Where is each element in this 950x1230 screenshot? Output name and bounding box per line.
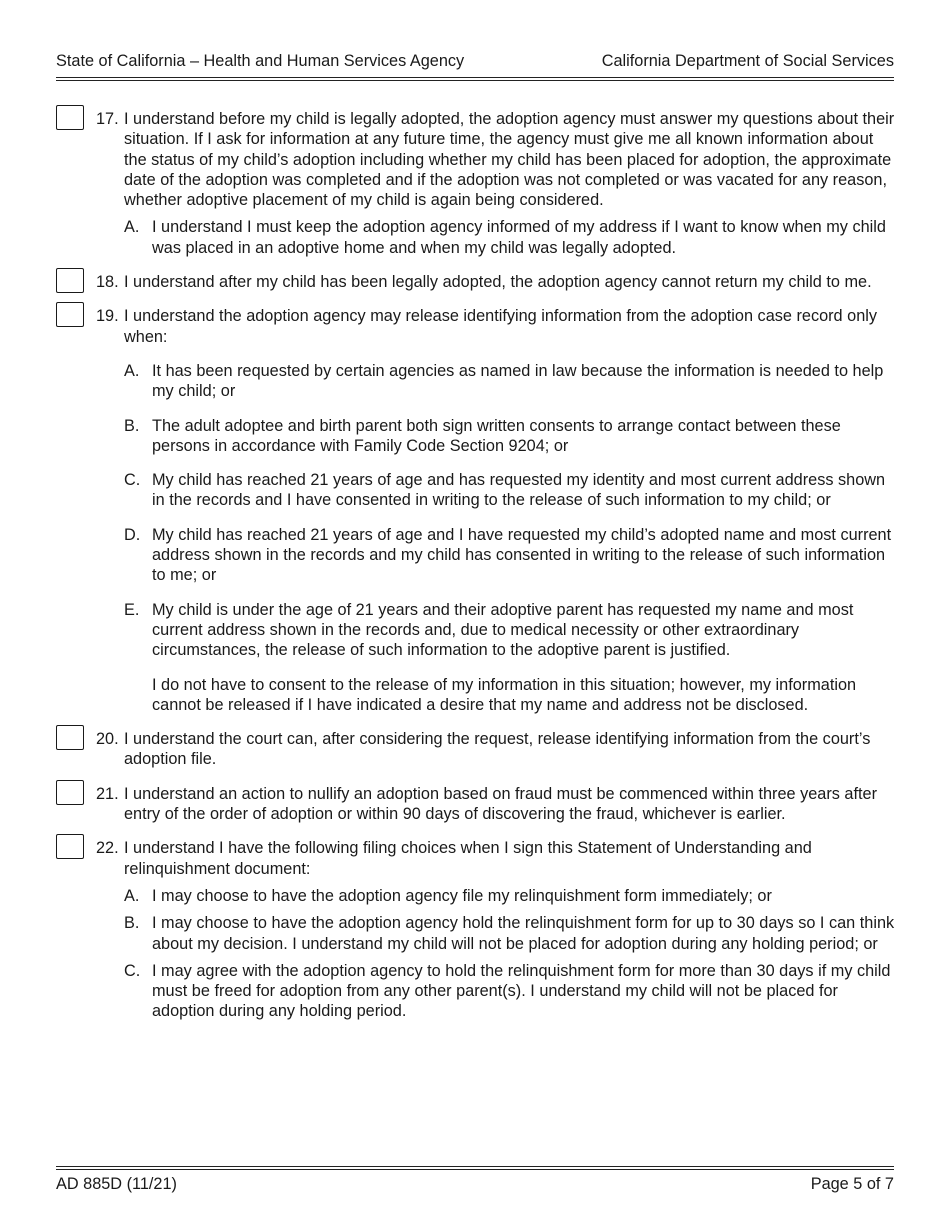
item-19-sub-c [56, 470, 896, 511]
item-22-sub-c [56, 961, 896, 1022]
item-18 [56, 272, 896, 292]
item-19-number: 19. [96, 307, 119, 326]
item-19-b-letter: B. [124, 416, 140, 435]
item-17-number: 17. [96, 110, 119, 128]
item-18-number: 18. [96, 273, 119, 292]
item-19-d-text: My child has reached 21 years of age and I have requested my child’s adopted name and most current address shown in the records and my child has consented in writing to the release of such information to me; or [152, 525, 892, 585]
item-21-text: I understand an action to nullify an adoption based on fraud must be commenced within three years after entry of the order of adoption or within 90 days of discovering the fraud, whichever is earlier. [124, 784, 878, 824]
footer-rule-top [56, 1166, 894, 1167]
item-19-c-text: My child has reached 21 years of age and has requested my identity and most current address shown in the records and I have consented in writing to the release of such information to my child; or [152, 471, 886, 510]
item-19-e-note: I do not have to consent to the release of my information in this situation; however, my information cannot be released if I have indicated a desire that my name and address not be disclosed. [152, 675, 857, 714]
item-17-a-text: I understand I must keep the adoption agency informed of my address if I want to know when my child was placed in an adoptive home and when my child was legally adopted. [152, 218, 886, 257]
item-19-a-letter: A. [124, 361, 140, 380]
item-19-sub-d [56, 525, 896, 586]
item-22-sub-a [56, 886, 896, 906]
item-17 [56, 109, 896, 258]
item-17-sub-a [56, 217, 896, 258]
header-department: California Department of Social Services [601, 52, 894, 70]
item-22-c-text: I may agree with the adoption agency to hold the relinquishment form for more than 30 days if my child must be freed for adoption from any other parent(s). I understand my child will not be placed for adoption during any holding period. [152, 961, 891, 1021]
item-22-number: 22. [96, 839, 119, 858]
footer-rule-bottom [56, 1169, 894, 1170]
item-19-sub-a [56, 361, 896, 402]
item-22-text: I understand I have the following filing choices when I sign this Statement of Understanding and relinquishment document: [124, 839, 812, 878]
item-22-a-text: I may choose to have the adoption agency file my relinquishment form immediately; or [152, 886, 772, 905]
item-18-text: I understand after my child has been legally adopted, the adoption agency cannot return my child to me. [124, 273, 872, 292]
statement-items [56, 109, 896, 1022]
item-19-a-text: It has been requested by certain agencies as named in law because the information is needed to help my child; or [152, 361, 884, 401]
item-20-number: 20. [96, 730, 119, 749]
item-19-b-text: The adult adoptee and birth parent both sign written consents to arrange contact between these persons in accordance with Family Code Section 9204; or [152, 416, 841, 455]
item-22-a-letter: A. [124, 886, 140, 905]
item-22-sub-b [56, 913, 896, 954]
item-17-text: I understand before my child is legally adopted, the adoption agency must answer my questions about their situation. If I ask for information at any future time, the agency must give me all known information about the status of my child’s adoption including whether my child has been placed for adoption, the approximate date of the adoption was completed and if the adoption was not completed or was vacated for any reason, whether adoptive placement of my child is again being considered. [124, 110, 895, 210]
item-21-number: 21. [96, 784, 119, 803]
form-id: AD 885D (11/21) [56, 1175, 177, 1193]
header-agency: State of California – Health and Human Services Agency [56, 52, 465, 70]
page-footer [56, 1175, 894, 1194]
item-19-sub-e [56, 600, 896, 661]
item-22-c-letter: C. [124, 961, 141, 980]
item-19 [56, 306, 896, 715]
page-number: Page 5 of 7 [810, 1175, 894, 1193]
item-22 [56, 838, 896, 1021]
item-22-b-letter: B. [124, 914, 140, 933]
item-21 [56, 784, 896, 825]
item-20 [56, 729, 896, 770]
item-19-sub-b [56, 416, 896, 457]
header-rule-top [56, 77, 894, 78]
header-rule-bottom [56, 80, 894, 81]
item-19-d-letter: D. [124, 525, 141, 544]
item-19-c-letter: C. [124, 471, 141, 490]
item-19-e-letter: E. [124, 600, 140, 619]
item-20-text: I understand the court can, after considering the request, release identifying information from the court’s adoption file. [124, 730, 871, 769]
item-19-text: I understand the adoption agency may release identifying information from the adoption case record only when: [124, 307, 878, 346]
item-17-a-letter: A. [124, 218, 140, 237]
item-22-b-text: I may choose to have the adoption agency hold the relinquishment form for up to 30 days so I can think about my decision. I understand my child will not be placed for adoption during any holding period; or [152, 914, 895, 953]
page-header [56, 52, 894, 71]
item-19-e-text: My child is under the age of 21 years and their adoptive parent has requested my name and most current address shown in the records and, due to medical necessity or other extraordinary circumstances, the release of such information to the adoptive parent is justified. [152, 600, 854, 660]
